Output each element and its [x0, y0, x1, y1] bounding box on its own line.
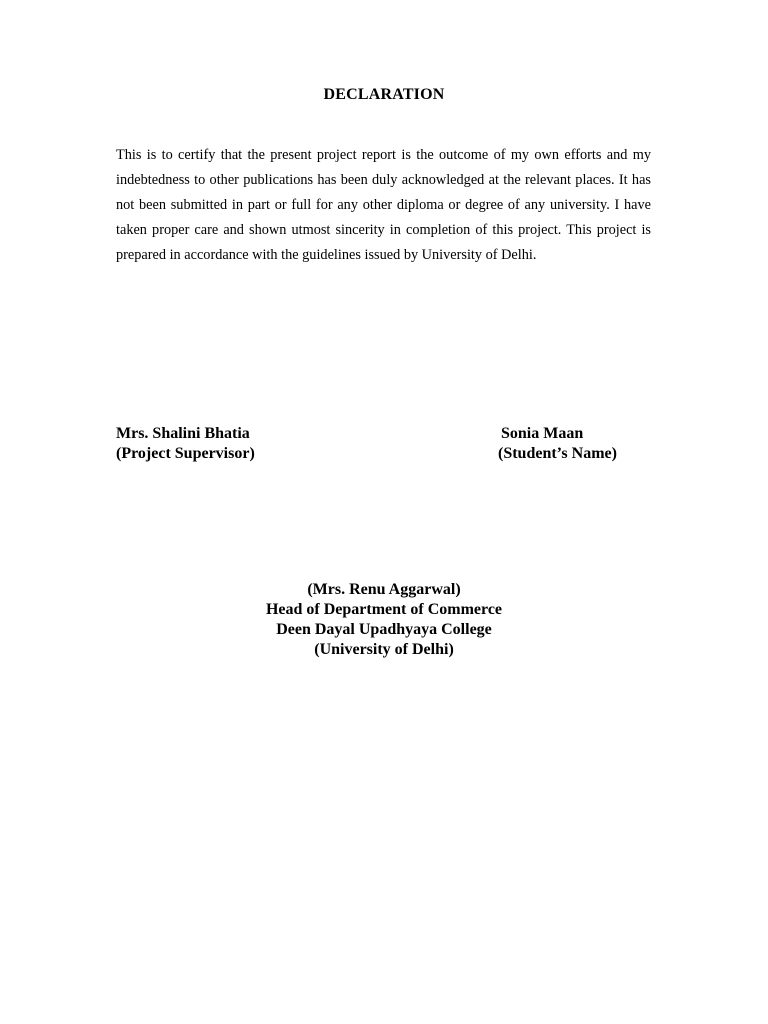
hod-name: (Mrs. Renu Aggarwal)	[307, 581, 461, 598]
university-name: (University of Delhi)	[314, 641, 454, 658]
page-title: DECLARATION	[323, 86, 445, 103]
supervisor-name: Mrs. Shalini Bhatia	[116, 425, 250, 442]
hod-designation: Head of Department of Commerce	[265, 601, 503, 618]
declaration-paragraph: This is to certify that the present project report is the outcome of my own efforts and my indebtedness to other publications has been duly acknowledged at the relevant places. It has not been submitted in part or full for any other diploma or degree of any university. I have taken proper care and shown utmost sincerity in completion of this project. This project is prepared in accordance with the guidelines issued by University of Delhi.	[116, 147, 651, 263]
hod-signature-block	[0, 580, 768, 660]
college-name: Deen Dayal Upadhyaya College	[276, 621, 492, 638]
supervisor-signature-block	[116, 424, 255, 464]
student-name: Sonia Maan	[501, 425, 584, 442]
supervisor-role: (Project Supervisor)	[116, 445, 255, 462]
student-role: (Student’s Name)	[498, 445, 617, 462]
student-signature-block	[498, 424, 617, 464]
